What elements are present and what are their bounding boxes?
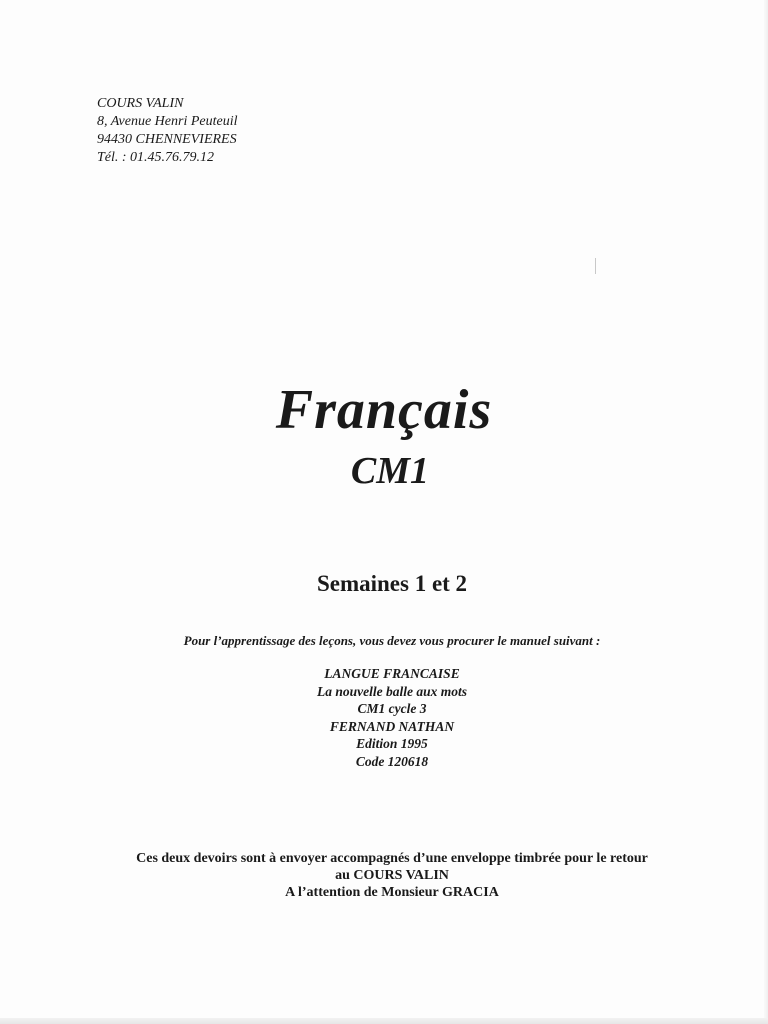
manual-level: CM1 cycle 3 — [357, 701, 427, 716]
notice-line-3: A l’attention de Monsieur GRACIA — [285, 885, 499, 900]
manual-code: Code 120618 — [355, 753, 429, 769]
manual-reference-block — [0, 665, 768, 770]
instruction-text: Pour l’apprentissage des leçons, vous devez vous procurer le manuel suivant : — [183, 633, 601, 648]
manual-publisher: FERNAND NATHAN — [329, 718, 455, 734]
sender-phone: Tél. : 01.45.76.79.12 — [97, 150, 215, 165]
manual-edition: Edition 1995 — [356, 736, 428, 751]
manual-book-title: La nouvelle balle aux mots — [317, 683, 467, 699]
notice-line-2: au COURS VALIN — [335, 868, 449, 883]
submission-notice — [0, 850, 768, 901]
manual-subject: LANGUE FRANCAISE — [324, 666, 460, 681]
sender-city: 94430 CHENNEVIERES — [97, 132, 237, 147]
weeks-heading: Semaines 1 et 2 — [316, 571, 468, 596]
scan-mark — [595, 258, 596, 274]
sender-name: COURS VALIN — [97, 96, 184, 111]
document-title: Français — [275, 379, 493, 441]
document-level: CM1 — [350, 450, 430, 492]
notice-line-1: Ces deux devoirs sont à envoyer accompagnés d’une enveloppe timbrée pour le retour — [136, 851, 648, 866]
page-edge-bottom — [0, 1018, 768, 1024]
sender-street: 8, Avenue Henri Peuteuil — [97, 114, 238, 129]
sender-address-block — [97, 95, 237, 167]
